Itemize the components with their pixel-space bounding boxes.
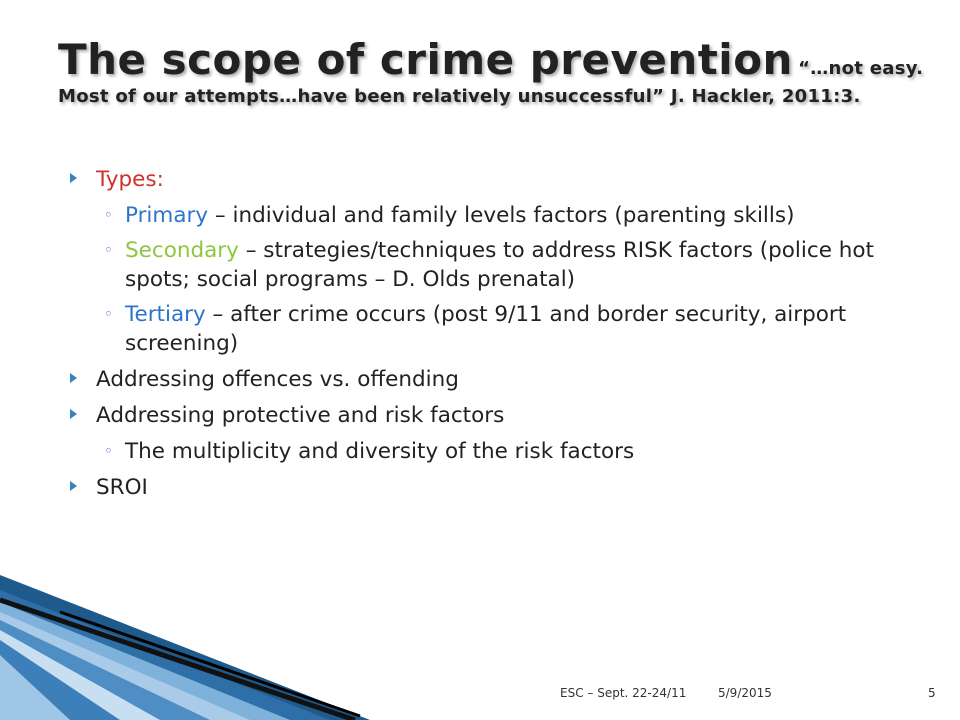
circle-bullet-icon: ◦ [104, 305, 113, 323]
sroi-text: SROI [96, 475, 148, 500]
circle-bullet-icon: ◦ [104, 442, 113, 460]
title-quote: “…not easy. Most of our attempts…have been relatively unsuccessful” J. Hackler, 2011:3. [58, 58, 924, 107]
primary-text: – individual and family levels factors (parenting skills) [208, 203, 795, 228]
triangle-bullet-icon [70, 481, 77, 491]
tertiary-term: Tertiary [125, 302, 206, 327]
triangle-bullet-icon [70, 173, 77, 183]
bullet-offences [70, 365, 890, 394]
protective-text: Addressing protective and risk factors [96, 403, 505, 428]
bullet-sroi [70, 473, 890, 502]
footer-event: ESC – Sept. 22-24/11 [560, 686, 687, 700]
circle-bullet-icon: ◦ [104, 241, 113, 259]
subbullet-tertiary [70, 300, 890, 358]
multiplicity-text: The multiplicity and diversity of the risk factors [125, 439, 635, 464]
slide-body [70, 158, 890, 509]
title-main: The scope of crime prevention [58, 35, 793, 84]
primary-term: Primary [125, 203, 209, 228]
footer-page-number: 5 [928, 686, 936, 700]
bullet-types [70, 165, 890, 194]
bullet-protective [70, 401, 890, 430]
footer-date: 5/9/2015 [718, 686, 772, 700]
subbullet-multiplicity [70, 437, 890, 466]
tertiary-text: – after crime occurs (post 9/11 and border security, airport screening) [125, 302, 847, 356]
triangle-bullet-icon [70, 409, 77, 419]
triangle-bullet-icon [70, 373, 77, 383]
types-label: Types: [96, 167, 164, 192]
secondary-term: Secondary [125, 238, 239, 263]
circle-bullet-icon: ◦ [104, 206, 113, 224]
slide-title [58, 34, 938, 108]
subbullet-primary [70, 201, 890, 230]
secondary-text: – strategies/techniques to address RISK factors (police hot spots; social programs – D. Olds prenatal) [125, 238, 874, 292]
subbullet-secondary [70, 236, 890, 294]
offences-text: Addressing offences vs. offending [96, 367, 459, 392]
